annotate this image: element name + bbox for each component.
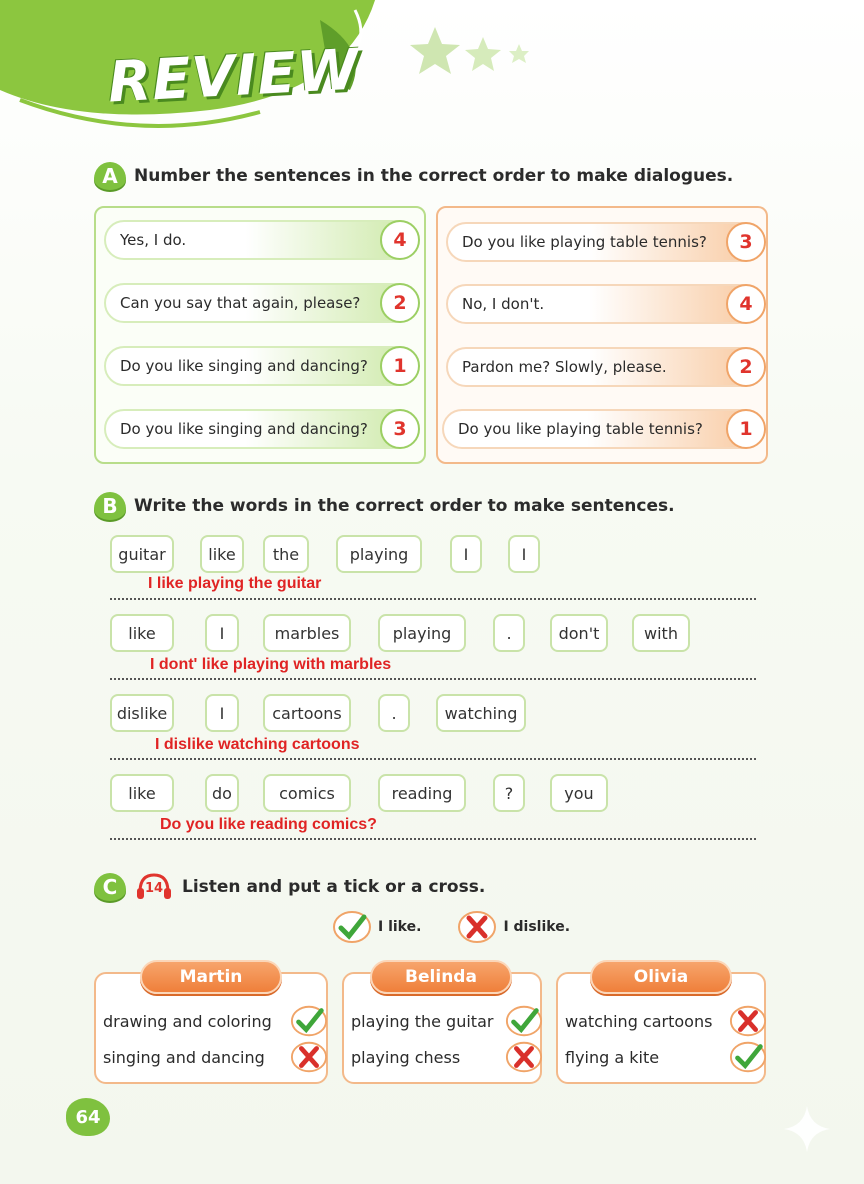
word-card[interactable]: like <box>200 535 244 573</box>
word-card[interactable]: marbles <box>263 614 351 652</box>
cross-icon[interactable] <box>729 1004 767 1038</box>
word-card[interactable]: cartoons <box>263 694 351 732</box>
answer-text: Do you like reading comics? <box>160 816 377 833</box>
writing-line <box>110 678 756 680</box>
word-card[interactable]: you <box>550 774 608 812</box>
cross-icon[interactable] <box>505 1040 543 1074</box>
word-card[interactable]: I <box>205 694 239 732</box>
order-number[interactable]: 1 <box>380 346 420 386</box>
activity-text: watching cartoons <box>565 1012 713 1031</box>
answer-text: I dont' like playing with marbles <box>150 656 392 673</box>
word-card[interactable]: like <box>110 774 174 812</box>
order-number[interactable]: 3 <box>726 222 766 262</box>
word-card[interactable]: playing <box>336 535 422 573</box>
answer-text: I like playing the guitar <box>148 575 322 592</box>
section-a-header <box>94 162 733 190</box>
activity-text: drawing and coloring <box>103 1012 272 1031</box>
section-instruction: Number the sentences in the correct order to make dialogues. <box>134 166 734 186</box>
order-number[interactable]: 3 <box>380 409 420 449</box>
word-card[interactable]: don't <box>550 614 608 652</box>
word-card[interactable]: guitar <box>110 535 174 573</box>
dialogue-line <box>446 284 764 324</box>
person-name-tab: Belinda <box>370 960 512 994</box>
word-card[interactable]: do <box>205 774 239 812</box>
stars-icon <box>405 22 545 82</box>
person-name-tab: Martin <box>140 960 282 994</box>
tick-icon[interactable] <box>505 1004 543 1038</box>
writing-line <box>110 598 756 600</box>
page-title: REVIEW <box>106 37 362 116</box>
dialogue-line <box>104 283 418 323</box>
dialogue-text: Can you say that again, please? <box>120 294 361 312</box>
dialogue-text: Do you like playing table tennis? <box>462 233 707 251</box>
dialogue-text: Do you like singing and dancing? <box>120 357 368 375</box>
audio-track-icon[interactable] <box>134 872 174 902</box>
page-number: 64 <box>66 1098 110 1136</box>
word-card[interactable]: with <box>632 614 690 652</box>
dialogue-text: Pardon me? Slowly, please. <box>462 358 667 376</box>
dialogue-line <box>104 409 418 449</box>
activity-text: singing and dancing <box>103 1048 265 1067</box>
word-card[interactable]: I <box>450 535 482 573</box>
legend <box>332 910 570 944</box>
word-card[interactable]: reading <box>378 774 466 812</box>
order-number[interactable]: 4 <box>726 284 766 324</box>
section-instruction: Write the words in the correct order to make sentences. <box>134 496 675 516</box>
cross-icon <box>457 910 497 944</box>
section-badge: C <box>94 873 126 901</box>
word-card[interactable]: comics <box>263 774 351 812</box>
dialogue-line <box>442 409 764 449</box>
tick-icon[interactable] <box>729 1040 767 1074</box>
dialogue-panel-right <box>436 206 768 464</box>
dialogue-text: Do you like playing table tennis? <box>458 420 703 438</box>
sparkle-icon <box>782 1104 832 1154</box>
dialogue-text: Do you like singing and dancing? <box>120 420 368 438</box>
activity-text: flying a kite <box>565 1048 660 1067</box>
word-card[interactable]: ? <box>493 774 525 812</box>
dialogue-line <box>446 222 764 262</box>
section-badge: A <box>94 162 126 190</box>
word-card[interactable]: the <box>263 535 309 573</box>
writing-line <box>110 838 756 840</box>
tick-icon <box>332 910 372 944</box>
cross-icon[interactable] <box>290 1040 328 1074</box>
order-number[interactable]: 2 <box>380 283 420 323</box>
person-name-tab: Olivia <box>590 960 732 994</box>
word-card[interactable]: like <box>110 614 174 652</box>
legend-like-text: I like. <box>378 919 422 935</box>
dialogue-line <box>446 347 764 387</box>
order-number[interactable]: 1 <box>726 409 766 449</box>
answer-text: I dislike watching cartoons <box>155 736 360 753</box>
legend-dislike-text: I dislike. <box>503 919 571 935</box>
dialogue-text: Yes, I do. <box>120 231 187 249</box>
dialogue-line <box>104 220 418 260</box>
word-card[interactable]: . <box>493 614 525 652</box>
tick-icon[interactable] <box>290 1004 328 1038</box>
dialogue-line <box>104 346 418 386</box>
section-b-header <box>94 492 675 520</box>
section-c-header <box>94 872 485 902</box>
activity-text: playing chess <box>351 1048 461 1067</box>
word-card[interactable]: playing <box>378 614 466 652</box>
track-number: 14 <box>145 881 164 896</box>
writing-line <box>110 758 756 760</box>
word-card[interactable]: I <box>205 614 239 652</box>
word-card[interactable]: watching <box>436 694 526 732</box>
dialogue-panel-left <box>94 206 426 464</box>
word-card[interactable]: dislike <box>110 694 174 732</box>
section-badge: B <box>94 492 126 520</box>
activity-text: playing the guitar <box>351 1012 494 1031</box>
word-card[interactable]: . <box>378 694 410 732</box>
order-number[interactable]: 2 <box>726 347 766 387</box>
section-instruction: Listen and put a tick or a cross. <box>182 877 486 897</box>
order-number[interactable]: 4 <box>380 220 420 260</box>
word-card[interactable]: I <box>508 535 540 573</box>
dialogue-text: No, I don't. <box>462 295 545 313</box>
